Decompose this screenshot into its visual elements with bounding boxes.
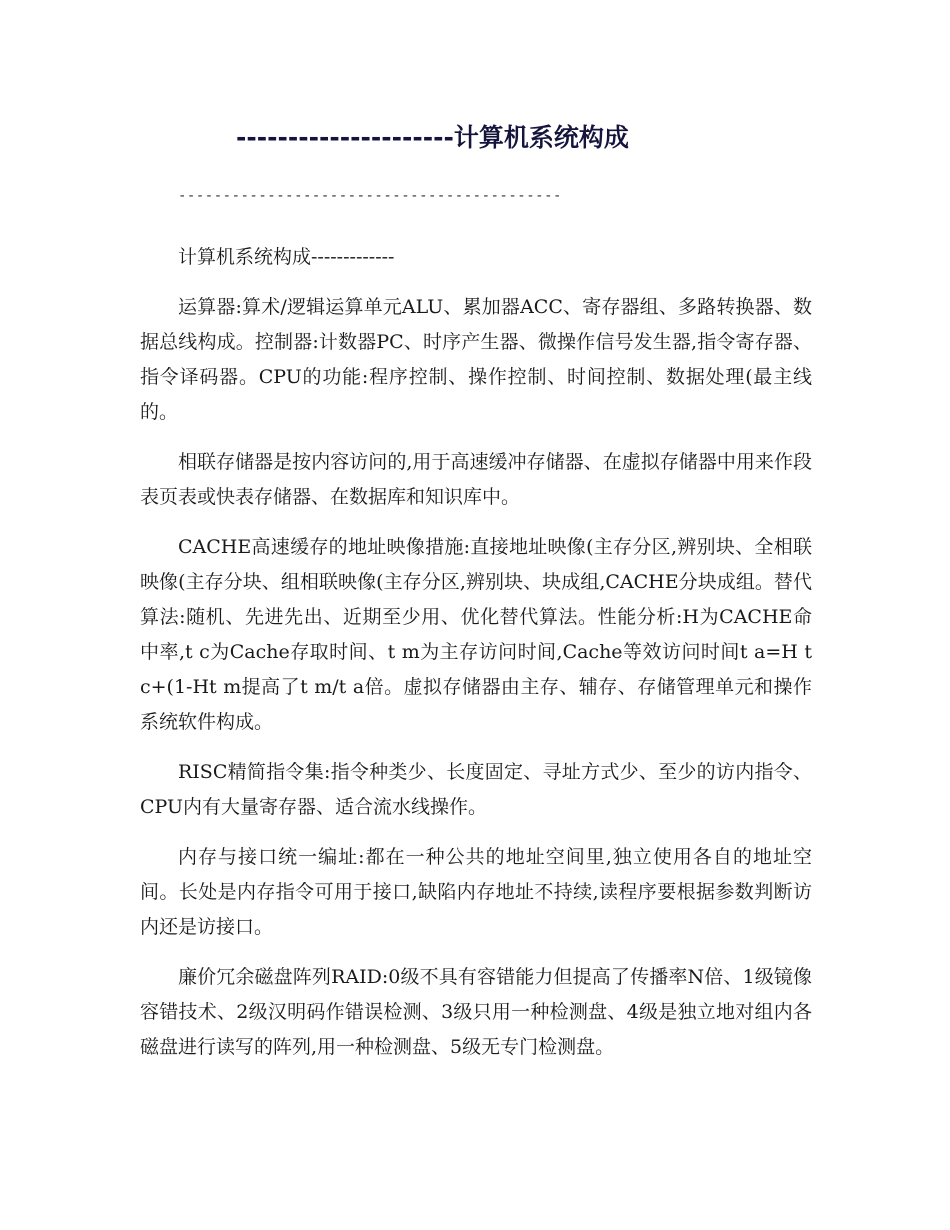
- paragraph-cache: CACHE高速缓存的地址映像措施:直接地址映像(主存分区,辨别块、全相联映像(主存分块、组相联映像(主存分区,辨别块、块成组,CACHE分块成组。替代算法:随机、先进先出、近期至少用、优化替代算法。性能分析:H为CACHE命中率,t c为Cache存取时间、t m为主存访问时间,Cache等效访问时间t a=H t c+(1-Ht m提高了t m/t a倍。虚拟存储器由主存、辅存、存储管理单元和操作系统软件构成。: [140, 536, 812, 733]
- section-heading: 计算机系统构成-------------: [178, 246, 395, 268]
- paragraph-unified-addressing: 内存与接口统一编址:都在一种公共的地址空间里,独立使用各自的地址空间。长处是内存指令可用于接口,缺陷内存地址不持续,读程序要根据参数判断访内还是访接口。: [140, 846, 812, 938]
- paragraph-risc: RISC精简指令集:指令种类少、长度固定、寻址方式少、至少的访内指令、CPU内有大量寄存器、适合流水线操作。: [140, 761, 812, 818]
- paragraph-raid: 廉价冗余磁盘阵列RAID:0级不具有容错能力但提高了传播率N倍、1级镜像容错技术、2级汉明码作错误检测、3级只用一种检测盘、4级是独立地对组内各磁盘进行读写的阵列,用一种检测盘、5级无专门检测盘。: [140, 966, 812, 1058]
- paragraph-alu-controller: 运算器:算术/逻辑运算单元ALU、累加器ACC、寄存器组、多路转换器、数据总线构成。控制器:计数器PC、时序产生器、微操作信号发生器,指令寄存器、指令译码器。CPU的功能:程序控制、操作控制、时间控制、数据处理(最主线的。: [140, 296, 812, 423]
- separator-line: -------------------------------------------: [178, 188, 562, 204]
- page-title: ---------------------计算机系统构成: [236, 123, 629, 152]
- paragraph-associative-memory: 相联存储器是按内容访问的,用于高速缓冲存储器、在虚拟存储器中用来作段表页表或快表存储器、在数据库和知识库中。: [140, 451, 812, 508]
- document-body: [140, 240, 812, 1080]
